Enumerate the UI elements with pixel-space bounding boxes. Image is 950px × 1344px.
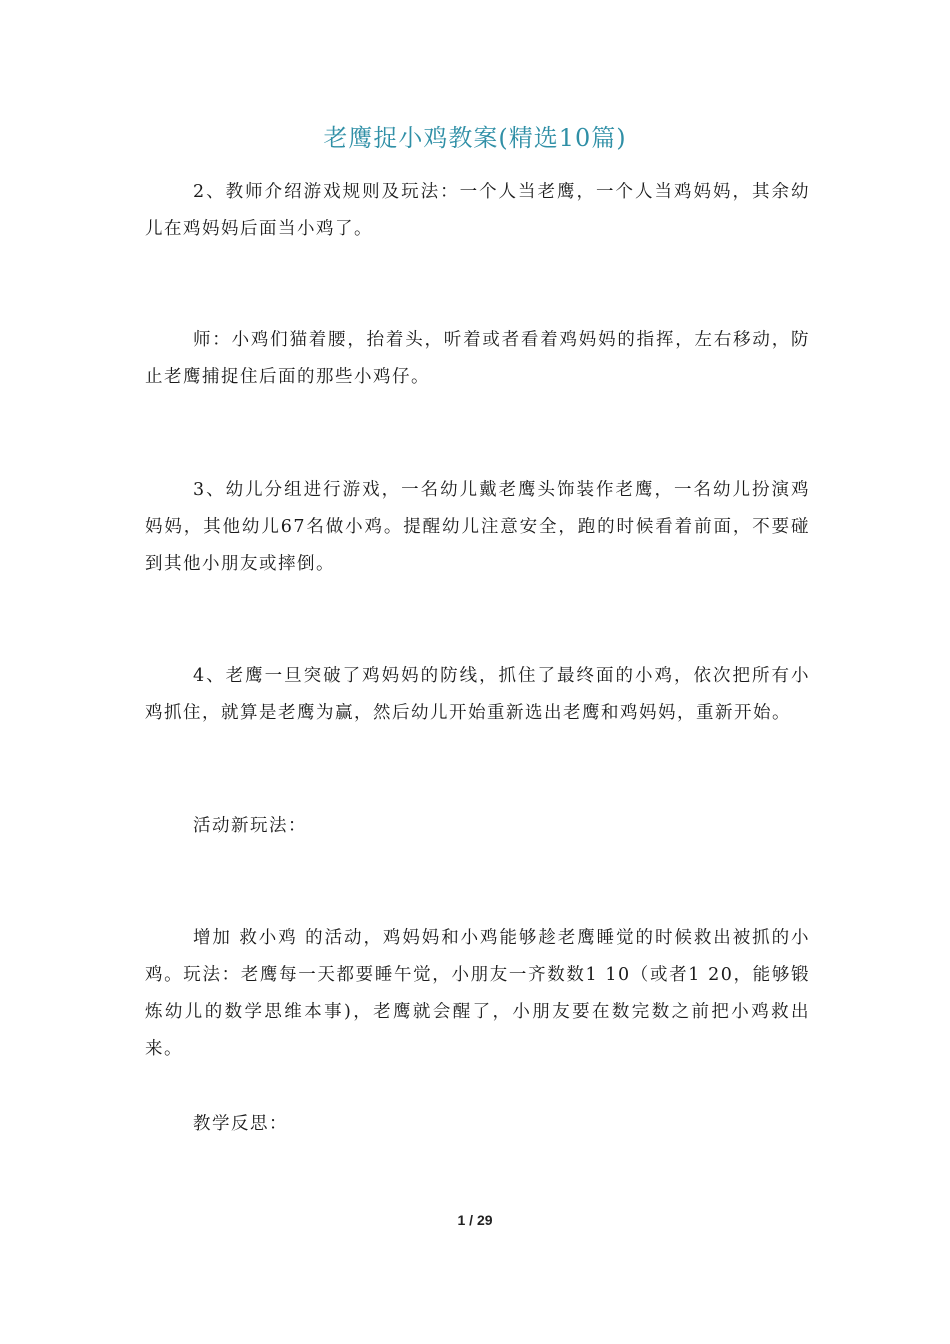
paragraph-rescue-chicks: 增加 救小鸡 的活动，鸡妈妈和小鸡能够趁老鹰睡觉的时候救出被抓的小鸡。玩法：老鹰每一天都要睡午觉，小朋友一齐数数1 10（或者1 20，能够锻炼幼儿的数学思维本事)，老鹰就会醒了，小朋友要在数完数之前把小鸡救出来。 (145, 928, 810, 1059)
paragraph-teacher: 师：小鸡们猫着腰，抬着头，听着或者看着鸡妈妈的指挥，左右移动，防止老鹰捕捉住后面的那些小鸡仔。 (145, 330, 810, 387)
document-title: 老鹰捉小鸡教案(精选10篇) (323, 124, 627, 152)
paragraph-new-play-heading: 活动新玩法： (193, 816, 307, 836)
paragraph-groups: 3、幼儿分组进行游戏，一名幼儿戴老鹰头饰装作老鹰，一名幼儿扮演鸡妈妈，其他幼儿67名做小鸡。提醒幼儿注意安全，跑的时候看着前面，不要碰到其他小朋友或摔倒。 (145, 480, 810, 574)
page-number: 1 / 29 (457, 1212, 493, 1228)
paragraph-eagle-wins: 4、老鹰一旦突破了鸡妈妈的防线，抓住了最终面的小鸡，依次把所有小鸡抓住，就算是老鹰为赢，然后幼儿开始重新选出老鹰和鸡妈妈，重新开始。 (145, 666, 810, 723)
paragraph-rules: 2、教师介绍游戏规则及玩法：一个人当老鹰，一个人当鸡妈妈，其余幼儿在鸡妈妈后面当小鸡了。 (145, 182, 810, 239)
paragraph-reflection-heading: 教学反思： (193, 1114, 288, 1134)
